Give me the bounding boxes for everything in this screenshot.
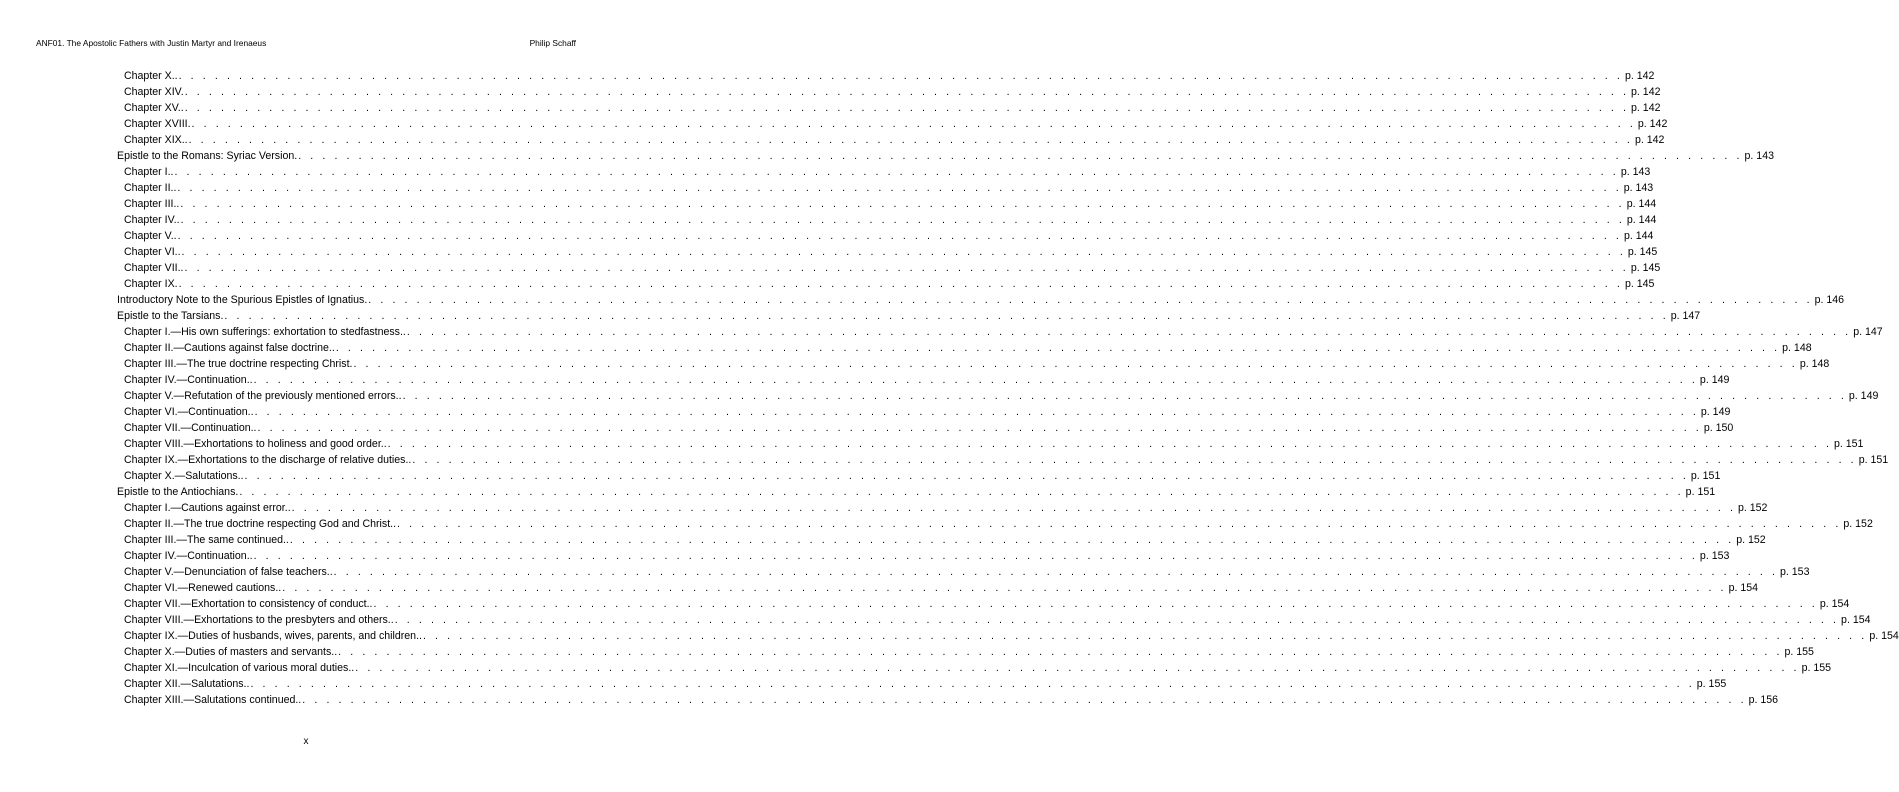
toc-chapter-entry[interactable] — [117, 164, 1651, 180]
toc-dot-leader: . . . . . . . . . . . . . . . . . . . . . . . . . . . . . . . . . . . . . . . . . . . . . . . . . . . . . . . . . . . . . . . . . . . . . . . . . . . . . . . . . . . . . . . . . . . . . . . . . . . . . . . . . . . . . . . . . . . . . . . . — [180, 198, 1625, 210]
toc-page-number: p. 143 — [1744, 150, 1774, 162]
toc-chapter-entry[interactable] — [117, 180, 1654, 196]
toc-entry-title: Chapter VI.—Renewed cautions.. — [124, 582, 282, 594]
toc-entry-title: Chapter II.—Cautions against false doctrine.. — [124, 342, 335, 354]
toc-entry-title: Chapter II.. — [124, 182, 177, 194]
toc-chapter-entry[interactable] — [117, 580, 1759, 596]
toc-dot-leader: . . . . . . . . . . . . . . . . . . . . . . . . . . . . . . . . . . . . . . . . . . . . . . . . . . . . . . . . . . . . . . . . . . . . . . . . . . . . . . . . . . . . . . . . . . . . . . . . . . . . . . . . . . . . . . . . . . . . . . . . — [257, 422, 1702, 434]
toc-page-number: p. 145 — [1627, 246, 1658, 258]
toc-page-number: p. 142 — [1631, 86, 1661, 98]
toc-page-number: p. 150 — [1703, 422, 1734, 434]
toc-dot-leader: . . . . . . . . . . . . . . . . . . . . . . . . . . . . . . . . . . . . . . . . . . . . . . . . . . . . . . . . . . . . . . . . . . . . . . . . . . . . . . . . . . . . . . . . . . . . . . . . . . . . . . . . . . . . . . . . . . . . . . . . — [422, 630, 1868, 642]
toc-chapter-entry[interactable] — [117, 628, 1899, 644]
toc-page-number: p. 155 — [1696, 678, 1727, 690]
toc-dot-leader: . . . . . . . . . . . . . . . . . . . . . . . . . . . . . . . . . . . . . . . . . . . . . . . . . . . . . . . . . . . . . . . . . . . . . . . . . . . . . . . . . . . . . . . . . . . . . . . . . . . . . . . . . . . . . . . . . . . . . . . . — [244, 470, 1689, 482]
toc-dot-leader: . . . . . . . . . . . . . . . . . . . . . . . . . . . . . . . . . . . . . . . . . . . . . . . . . . . . . . . . . . . . . . . . . . . . . . . . . . . . . . . . . . . . . . . . . . . . . . . . . . . . . . . . . . . . . . . . . . . . . . . . — [335, 342, 1781, 354]
toc-dot-leader: . . . . . . . . . . . . . . . . . . . . . . . . . . . . . . . . . . . . . . . . . . . . . . . . . . . . . . . . . . . . . . . . . . . . . . . . . . . . . . . . . . . . . . . . . . . . . . . . . . . . . . . . . . . . . . . . . . . . . . . . — [338, 646, 1783, 658]
toc-chapter-entry[interactable] — [117, 100, 1661, 116]
toc-chapter-entry[interactable] — [117, 276, 1655, 292]
toc-page-number: p. 156 — [1748, 694, 1779, 706]
toc-entry-title: Chapter IV.. — [124, 214, 180, 226]
toc-dot-leader: . . . . . . . . . . . . . . . . . . . . . . . . . . . . . . . . . . . . . . . . . . . . . . . . . . . . . . . . . . . . . . . . . . . . . . . . . . . . . . . . . . . . . . . . . . . . . . . . . . . . . . . . . . . . . . . . . . . . . . . . — [355, 662, 1800, 674]
toc-dot-leader: . . . . . . . . . . . . . . . . . . . . . . . . . . . . . . . . . . . . . . . . . . . . . . . . . . . . . . . . . . . . . . . . . . . . . . . . . . . . . . . . . . . . . . . . . . . . . . . . . . . . . . . . . . . . . . . . . . . . . . . . — [368, 294, 1813, 306]
toc-dot-leader: . . . . . . . . . . . . . . . . . . . . . . . . . . . . . . . . . . . . . . . . . . . . . . . . . . . . . . . . . . . . . . . . . . . . . . . . . . . . . . . . . . . . . . . . . . . . . . . . . . . . . . . . . . . . . . . . . . . . . . . . — [250, 678, 1695, 690]
toc-dot-leader: . . . . . . . . . . . . . . . . . . . . . . . . . . . . . . . . . . . . . . . . . . . . . . . . . . . . . . . . . . . . . . . . . . . . . . . . . . . . . . . . . . . . . . . . . . . . . . . . . . . . . . . . . . . . . . . . . . . . . . . . — [188, 134, 1633, 146]
toc-section-entry[interactable] — [117, 292, 1845, 308]
toc-entry-title: Chapter VIII.—Exhortations to the presbyters and others.. — [124, 614, 394, 626]
toc-dot-leader: . . . . . . . . . . . . . . . . . . . . . . . . . . . . . . . . . . . . . . . . . . . . . . . . . . . . . . . . . . . . . . . . . . . . . . . . . . . . . . . . . . . . . . . . . . . . . . . . . . . . . . . . . . . . . . . . . . . . . . . . — [239, 486, 1684, 498]
toc-entry-title: Chapter IV.—Continuation.. — [124, 374, 253, 386]
toc-chapter-entry[interactable] — [117, 228, 1654, 244]
toc-dot-leader: . . . . . . . . . . . . . . . . . . . . . . . . . . . . . . . . . . . . . . . . . . . . . . . . . . . . . . . . . . . . . . . . . . . . . . . . . . . . . . . . . . . . . . . . . . . . . . . . . . . . . . . . . . . . . . . . . . . . . . . . — [174, 166, 1619, 178]
toc-section-entry[interactable] — [117, 308, 1701, 324]
toc-chapter-entry[interactable] — [117, 596, 1850, 612]
toc-chapter-entry[interactable] — [117, 116, 1668, 132]
toc-dot-leader: . . . . . . . . . . . . . . . . . . . . . . . . . . . . . . . . . . . . . . . . . . . . . . . . . . . . . . . . . . . . . . . . . . . . . . . . . . . . . . . . . . . . . . . . . . . . . . . . . . . . . . . . . . . . . . . . . . . . . . . . — [184, 102, 1630, 114]
toc-dot-leader: . . . . . . . . . . . . . . . . . . . . . . . . . . . . . . . . . . . . . . . . . . . . . . . . . . . . . . . . . . . . . . . . . . . . . . . . . . . . . . . . . . . . . . . . . . . . . . . . . . . . . . . . . . . . . . . . . . . . . . . . — [298, 150, 1743, 162]
toc-page-number: p. 143 — [1623, 182, 1654, 194]
toc-dot-leader: . . . . . . . . . . . . . . . . . . . . . . . . . . . . . . . . . . . . . . . . . . . . . . . . . . . . . . . . . . . . . . . . . . . . . . . . . . . . . . . . . . . . . . . . . . . . . . . . . . . . . . . . . . . . . . . . . . . . . . . . — [394, 614, 1840, 626]
toc-page-number: p. 151 — [1858, 454, 1889, 466]
page-number: x — [303, 736, 309, 747]
toc-chapter-entry[interactable] — [117, 468, 1721, 484]
toc-entry-title: Chapter XIV. — [124, 86, 184, 98]
toc-dot-leader: . . . . . . . . . . . . . . . . . . . . . . . . . . . . . . . . . . . . . . . . . . . . . . . . . . . . . . . . . . . . . . . . . . . . . . . . . . . . . . . . . . . . . . . . . . . . . . . . . . . . . . . . . . . . . . . . . . . . . . . . — [253, 550, 1698, 562]
toc-page-number: p. 152 — [1737, 502, 1768, 514]
toc-entry-title: Chapter IX.—Exhortations to the discharge of relative duties.. — [124, 454, 412, 466]
toc-dot-leader: . . . . . . . . . . . . . . . . . . . . . . . . . . . . . . . . . . . . . . . . . . . . . . . . . . . . . . . . . . . . . . . . . . . . . . . . . . . . . . . . . . . . . . . . . . . . . . . . . . . . . . . . . . . . . . . . . . . . . . . . — [177, 230, 1622, 242]
toc-dot-leader: . . . . . . . . . . . . . . . . . . . . . . . . . . . . . . . . . . . . . . . . . . . . . . . . . . . . . . . . . . . . . . . . . . . . . . . . . . . . . . . . . . . . . . . . . . . . . . . . . . . . . . . . . . . . . . . . . . . . . . . . — [406, 326, 1852, 338]
toc-chapter-entry[interactable] — [117, 612, 1871, 628]
toc-entry-title: Chapter VI.. — [124, 246, 181, 258]
toc-page-number: p. 153 — [1699, 550, 1730, 562]
toc-entry-title: Chapter IV.—Continuation.. — [124, 550, 253, 562]
toc-chapter-entry[interactable] — [117, 196, 1657, 212]
toc-section-entry[interactable] — [117, 484, 1716, 500]
toc-dot-leader: . . . . . . . . . . . . . . . . . . . . . . . . . . . . . . . . . . . . . . . . . . . . . . . . . . . . . . . . . . . . . . . . . . . . . . . . . . . . . . . . . . . . . . . . . . . . . . . . . . . . . . . . . . . . . . . . . . . . . . . . — [373, 598, 1818, 610]
toc-dot-leader: . . . . . . . . . . . . . . . . . . . . . . . . . . . . . . . . . . . . . . . . . . . . . . . . . . . . . . . . . . . . . . . . . . . . . . . . . . . . . . . . . . . . . . . . . . . . . . . . . . . . . . . . . . . . . . . . . . . . . . . . — [177, 182, 1622, 194]
toc-dot-leader: . . . . . . . . . . . . . . . . . . . . . . . . . . . . . . . . . . . . . . . . . . . . . . . . . . . . . . . . . . . . . . . . . . . . . . . . . . . . . . . . . . . . . . . . . . . . . . . . . . . . . . . . . . . . . . . . . . . . . . . . — [178, 278, 1623, 290]
toc-page-number: p. 151 — [1834, 438, 1864, 450]
toc-dot-leader: . . . . . . . . . . . . . . . . . . . . . . . . . . . . . . . . . . . . . . . . . . . . . . . . . . . . . . . . . . . . . . . . . . . . . . . . . . . . . . . . . . . . . . . . . . . . . . . . . . . . . . . . . . . . . . . . . . . . . . . . — [191, 118, 1636, 130]
toc-entry-title: Chapter III.—The true doctrine respecting Christ. — [124, 358, 353, 370]
toc-entry-title: Chapter XV.. — [124, 102, 184, 114]
toc-dot-leader: . . . . . . . . . . . . . . . . . . . . . . . . . . . . . . . . . . . . . . . . . . . . . . . . . . . . . . . . . . . . . . . . . . . . . . . . . . . . . . . . . . . . . . . . . . . . . . . . . . . . . . . . . . . . . . . . . . . . . . . . — [412, 454, 1857, 466]
toc-page-number: p. 155 — [1801, 662, 1832, 674]
toc-entry-title: Chapter XIII.—Salutations continued.. — [124, 694, 302, 706]
toc-page-number: p. 151 — [1690, 470, 1721, 482]
toc-entry-title: Epistle to the Antiochians. — [117, 486, 239, 498]
toc-entry-title: Chapter VII.—Exhortation to consistency of conduct.. — [124, 598, 373, 610]
toc-entry-title: Chapter XII.—Salutations.. — [124, 678, 250, 690]
toc-page-number: p. 144 — [1623, 230, 1654, 242]
toc-chapter-entry[interactable] — [117, 260, 1661, 276]
toc-entry-title: Chapter XI.—Inculcation of various moral duties.. — [124, 662, 355, 674]
toc-page-number: p. 146 — [1814, 294, 1845, 306]
toc-entry-title: Chapter VII.. — [124, 262, 184, 274]
toc-page-number: p. 144 — [1626, 214, 1657, 226]
toc-chapter-entry[interactable] — [117, 404, 1731, 420]
toc-entry-title: Chapter III.. — [124, 198, 180, 210]
toc-entry-title: Chapter I.—His own sufferings: exhortation to stedfastness.. — [124, 326, 406, 338]
toc-dot-leader: . . . . . . . . . . . . . . . . . . . . . . . . . . . . . . . . . . . . . . . . . . . . . . . . . . . . . . . . . . . . . . . . . . . . . . . . . . . . . . . . . . . . . . . . . . . . . . . . . . . . . . . . . . . . . . . . . . . . . . . . — [402, 390, 1847, 402]
toc-dot-leader: . . . . . . . . . . . . . . . . . . . . . . . . . . . . . . . . . . . . . . . . . . . . . . . . . . . . . . . . . . . . . . . . . . . . . . . . . . . . . . . . . . . . . . . . . . . . . . . . . . . . . . . . . . . . . . . . . . . . . . . . — [184, 262, 1629, 274]
toc-page-number: p. 145 — [1624, 278, 1655, 290]
toc-chapter-entry[interactable] — [117, 676, 1727, 692]
toc-page-number: p. 147 — [1853, 326, 1883, 338]
toc-entry-title: Chapter IX.—Duties of husbands, wives, parents, and children.. — [124, 630, 422, 642]
toc-dot-leader: . . . . . . . . . . . . . . . . . . . . . . . . . . . . . . . . . . . . . . . . . . . . . . . . . . . . . . . . . . . . . . . . . . . . . . . . . . . . . . . . . . . . . . . . . . . . . . . . . . . . . . . . . . . . . . . . . . . . . . . . — [302, 694, 1747, 706]
toc-chapter-entry[interactable] — [117, 644, 1814, 660]
toc-page-number: p. 142 — [1634, 134, 1665, 146]
toc-chapter-entry[interactable] — [117, 500, 1768, 516]
toc-dot-leader: . . . . . . . . . . . . . . . . . . . . . . . . . . . . . . . . . . . . . . . . . . . . . . . . . . . . . . . . . . . . . . . . . . . . . . . . . . . . . . . . . . . . . . . . . . . . . . . . . . . . . . . . . . . . . . . . . . . . . . . . — [289, 534, 1735, 546]
toc-entry-title: Chapter V.—Refutation of the previously mentioned errors.. — [124, 390, 402, 402]
page-header — [36, 36, 576, 50]
toc-chapter-entry[interactable] — [117, 212, 1657, 228]
toc-page-number: p. 149 — [1699, 374, 1730, 386]
toc-page-number: p. 154 — [1819, 598, 1850, 610]
toc-entry-title: Chapter IX. — [124, 278, 178, 290]
toc-chapter-entry[interactable] — [117, 388, 1879, 404]
toc-entry-title: Chapter VI.—Continuation.. — [124, 406, 254, 418]
toc-entry-title: Chapter XIX.. — [124, 134, 188, 146]
toc-dot-leader: . . . . . . . . . . . . . . . . . . . . . . . . . . . . . . . . . . . . . . . . . . . . . . . . . . . . . . . . . . . . . . . . . . . . . . . . . . . . . . . . . . . . . . . . . . . . . . . . . . . . . . . . . . . . . . . . . . . . . . . . — [253, 374, 1698, 386]
toc-entry-title: Chapter I.. — [124, 166, 174, 178]
toc-chapter-entry[interactable] — [117, 324, 1883, 340]
toc-page-number: p. 142 — [1637, 118, 1668, 130]
toc-entry-title: Chapter V.. — [124, 230, 177, 242]
toc-page-number: p. 147 — [1670, 310, 1701, 322]
toc-page-number: p. 149 — [1700, 406, 1731, 418]
toc-entry-title: Chapter VIII.—Exhortations to holiness and good order.. — [124, 438, 387, 450]
toc-dot-leader: . . . . . . . . . . . . . . . . . . . . . . . . . . . . . . . . . . . . . . . . . . . . . . . . . . . . . . . . . . . . . . . . . . . . . . . . . . . . . . . . . . . . . . . . . . . . . . . . . . . . . . . . . . . . . . . . . . . . . . . . — [178, 70, 1623, 82]
toc-section-entry[interactable] — [117, 148, 1774, 164]
toc-entry-title: Chapter VII.—Continuation.. — [124, 422, 257, 434]
toc-page-number: p. 145 — [1630, 262, 1661, 274]
toc-chapter-entry[interactable] — [117, 564, 1810, 580]
toc-page-number: p. 152 — [1843, 518, 1873, 530]
toc-chapter-entry[interactable] — [117, 548, 1730, 564]
toc-dot-leader: . . . . . . . . . . . . . . . . . . . . . . . . . . . . . . . . . . . . . . . . . . . . . . . . . . . . . . . . . . . . . . . . . . . . . . . . . . . . . . . . . . . . . . . . . . . . . . . . . . . . . . . . . . . . . . . . . . . . . . . . — [181, 246, 1626, 258]
toc-page-number: p. 154 — [1841, 614, 1871, 626]
toc-chapter-entry[interactable] — [117, 356, 1830, 372]
toc-page-number: p. 155 — [1784, 646, 1814, 658]
toc-dot-leader: . . . . . . . . . . . . . . . . . . . . . . . . . . . . . . . . . . . . . . . . . . . . . . . . . . . . . . . . . . . . . . . . . . . . . . . . . . . . . . . . . . . . . . . . . . . . . . . . . . . . . . . . . . . . . . . . . . . . . . . . — [291, 502, 1736, 514]
toc-dot-leader: . . . . . . . . . . . . . . . . . . . . . . . . . . . . . . . . . . . . . . . . . . . . . . . . . . . . . . . . . . . . . . . . . . . . . . . . . . . . . . . . . . . . . . . . . . . . . . . . . . . . . . . . . . . . . . . . . . . . . . . . — [397, 518, 1842, 530]
toc-page-number: p. 143 — [1620, 166, 1651, 178]
toc-page-number: p. 151 — [1685, 486, 1716, 498]
toc-chapter-entry[interactable] — [117, 532, 1766, 548]
toc-chapter-entry[interactable] — [117, 132, 1665, 148]
toc-entry-title: Chapter V.—Denunciation of false teachers.. — [124, 566, 333, 578]
toc-page-number: p. 149 — [1848, 390, 1879, 402]
toc-chapter-entry[interactable] — [117, 244, 1658, 260]
table-of-contents — [117, 68, 1899, 708]
toc-page-number: p. 154 — [1869, 630, 1899, 642]
toc-page-number: p. 148 — [1799, 358, 1830, 370]
header-author: Philip Schaff — [529, 38, 576, 48]
toc-chapter-entry[interactable] — [117, 340, 1812, 356]
toc-page-number: p. 142 — [1631, 102, 1661, 114]
toc-entry-title: Chapter X.—Salutations.. — [124, 470, 244, 482]
toc-chapter-entry[interactable] — [117, 68, 1655, 84]
header-book-title: ANF01. The Apostolic Fathers with Justin Martyr and Irenaeus — [36, 38, 267, 48]
toc-dot-leader: . . . . . . . . . . . . . . . . . . . . . . . . . . . . . . . . . . . . . . . . . . . . . . . . . . . . . . . . . . . . . . . . . . . . . . . . . . . . . . . . . . . . . . . . . . . . . . . . . . . . . . . . . . . . . . . . . . . . . . . . — [282, 582, 1727, 594]
toc-entry-title: Introductory Note to the Spurious Epistles of Ignatius. — [117, 294, 368, 306]
toc-page-number: p. 152 — [1736, 534, 1766, 546]
toc-dot-leader: . . . . . . . . . . . . . . . . . . . . . . . . . . . . . . . . . . . . . . . . . . . . . . . . . . . . . . . . . . . . . . . . . . . . . . . . . . . . . . . . . . . . . . . . . . . . . . . . . . . . . . . . . . . . . . . . . . . . . . . . — [224, 310, 1669, 322]
toc-chapter-entry[interactable] — [117, 516, 1873, 532]
toc-dot-leader: . . . . . . . . . . . . . . . . . . . . . . . . . . . . . . . . . . . . . . . . . . . . . . . . . . . . . . . . . . . . . . . . . . . . . . . . . . . . . . . . . . . . . . . . . . . . . . . . . . . . . . . . . . . . . . . . . . . . . . . . — [184, 86, 1630, 98]
toc-chapter-entry[interactable] — [117, 372, 1730, 388]
toc-entry-title: Chapter X.. — [124, 70, 178, 82]
toc-chapter-entry[interactable] — [117, 420, 1734, 436]
toc-chapter-entry[interactable] — [117, 436, 1864, 452]
toc-page-number: p. 144 — [1626, 198, 1657, 210]
toc-chapter-entry[interactable] — [117, 660, 1832, 676]
toc-page-number: p. 153 — [1780, 566, 1810, 578]
toc-chapter-entry[interactable] — [117, 692, 1779, 708]
toc-dot-leader: . . . . . . . . . . . . . . . . . . . . . . . . . . . . . . . . . . . . . . . . . . . . . . . . . . . . . . . . . . . . . . . . . . . . . . . . . . . . . . . . . . . . . . . . . . . . . . . . . . . . . . . . . . . . . . . . . . . . . . . . — [180, 214, 1625, 226]
toc-page-number: p. 154 — [1728, 582, 1759, 594]
toc-dot-leader: . . . . . . . . . . . . . . . . . . . . . . . . . . . . . . . . . . . . . . . . . . . . . . . . . . . . . . . . . . . . . . . . . . . . . . . . . . . . . . . . . . . . . . . . . . . . . . . . . . . . . . . . . . . . . . . . . . . . . . . . — [333, 566, 1779, 578]
toc-entry-title: Epistle to the Tarsians. — [117, 310, 224, 322]
toc-chapter-entry[interactable] — [117, 452, 1889, 468]
toc-entry-title: Epistle to the Romans: Syriac Version. — [117, 150, 298, 162]
toc-dot-leader: . . . . . . . . . . . . . . . . . . . . . . . . . . . . . . . . . . . . . . . . . . . . . . . . . . . . . . . . . . . . . . . . . . . . . . . . . . . . . . . . . . . . . . . . . . . . . . . . . . . . . . . . . . . . . . . . . . . . . . . . — [387, 438, 1832, 450]
toc-chapter-entry[interactable] — [117, 84, 1661, 100]
toc-entry-title: Chapter III.—The same continued.. — [124, 534, 289, 546]
toc-entry-title: Chapter XVIII. — [124, 118, 191, 130]
toc-entry-title: Chapter X.—Duties of masters and servants.. — [124, 646, 338, 658]
toc-page-number: p. 142 — [1624, 70, 1655, 82]
toc-entry-title: Chapter II.—The true doctrine respecting God and Christ.. — [124, 518, 397, 530]
toc-dot-leader: . . . . . . . . . . . . . . . . . . . . . . . . . . . . . . . . . . . . . . . . . . . . . . . . . . . . . . . . . . . . . . . . . . . . . . . . . . . . . . . . . . . . . . . . . . . . . . . . . . . . . . . . . . . . . . . . . . . . . . . . — [254, 406, 1699, 418]
toc-entry-title: Chapter I.—Cautions against error.. — [124, 502, 291, 514]
toc-page-number: p. 148 — [1782, 342, 1812, 354]
toc-dot-leader: . . . . . . . . . . . . . . . . . . . . . . . . . . . . . . . . . . . . . . . . . . . . . . . . . . . . . . . . . . . . . . . . . . . . . . . . . . . . . . . . . . . . . . . . . . . . . . . . . . . . . . . . . . . . . . . . . . . . . . . . — [353, 358, 1798, 370]
